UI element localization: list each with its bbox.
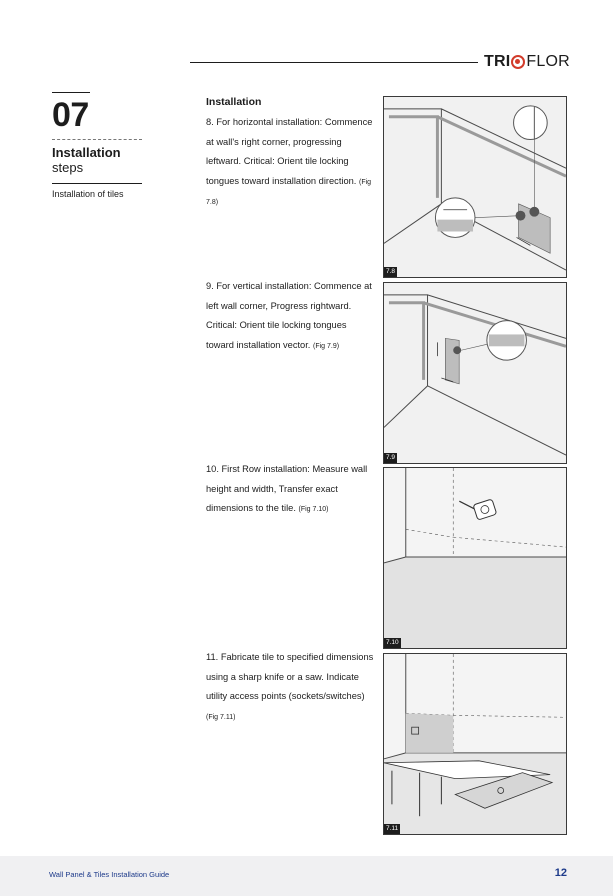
- header-rule: [190, 62, 478, 63]
- logo-flor-text: FLOR: [526, 53, 570, 70]
- footer-title: Wall Panel & Tiles Installation Guide: [49, 870, 170, 879]
- figure-7-10: [383, 467, 567, 649]
- chapter-title: Installation: [52, 145, 121, 160]
- step-10-text: [206, 460, 376, 520]
- step-10-fig-ref: (Fig 7.10): [298, 506, 329, 513]
- figure-7-8-label: 7.8: [386, 268, 396, 275]
- chapter-divider: [52, 139, 142, 140]
- chapter-block: [52, 92, 142, 200]
- chapter-rule: [52, 92, 90, 93]
- chapter-number: 07: [52, 96, 89, 134]
- figure-7-10-drawing: [384, 468, 566, 648]
- page-footer: [0, 856, 613, 896]
- step-10-body: 10. First Row installation: Measure wall height and width, Transfer exact dimensions to the tile.: [206, 464, 368, 513]
- figure-7-10-label: 7.10: [386, 639, 399, 646]
- step-9-body: 9. For vertical installation: Commence at left wall corner, Progress rightward. Critical: Orient tile locking tongues toward installation vector.: [206, 281, 372, 350]
- step-9-fig-ref: (Fig 7.9): [312, 342, 340, 350]
- figure-7-8-drawing: [384, 97, 566, 277]
- step-11-text: [206, 648, 376, 727]
- step-8-fig-ref: (Fig 7.8): [206, 178, 372, 206]
- figure-7-9: [383, 282, 567, 464]
- chapter-subtitle: steps: [52, 160, 84, 175]
- logo-tri-text: TRI: [484, 53, 511, 70]
- trioflor-logo: [484, 51, 570, 73]
- figure-7-11: [383, 653, 567, 835]
- step-8-body: 8. For horizontal installation: Commence at wall's right corner, progressing leftward. Critical: Orient tile locking tongues toward installation direction.: [206, 117, 373, 186]
- chapter-caption: Installation of tiles: [52, 189, 124, 199]
- chapter-rule-bottom: [52, 183, 142, 184]
- figure-7-9-drawing: [384, 283, 566, 463]
- step-11-fig-ref: (Fig 7.11): [206, 713, 236, 721]
- section-heading: Installation: [206, 96, 262, 108]
- figure-7-9-label: 7.9: [386, 454, 396, 461]
- figure-7-8: [383, 96, 567, 278]
- logo-mark-icon: [511, 55, 525, 69]
- step-9-text: [206, 277, 376, 356]
- page-number: 12: [554, 867, 567, 879]
- figure-7-11-label: 7.11: [386, 825, 399, 832]
- step-11-body: 11. Fabricate tile to specified dimensions using a sharp knife or a saw. Indicate utility access points (sockets/switches): [206, 652, 374, 701]
- figure-7-11-drawing: [384, 654, 566, 834]
- step-8-text: [206, 113, 376, 213]
